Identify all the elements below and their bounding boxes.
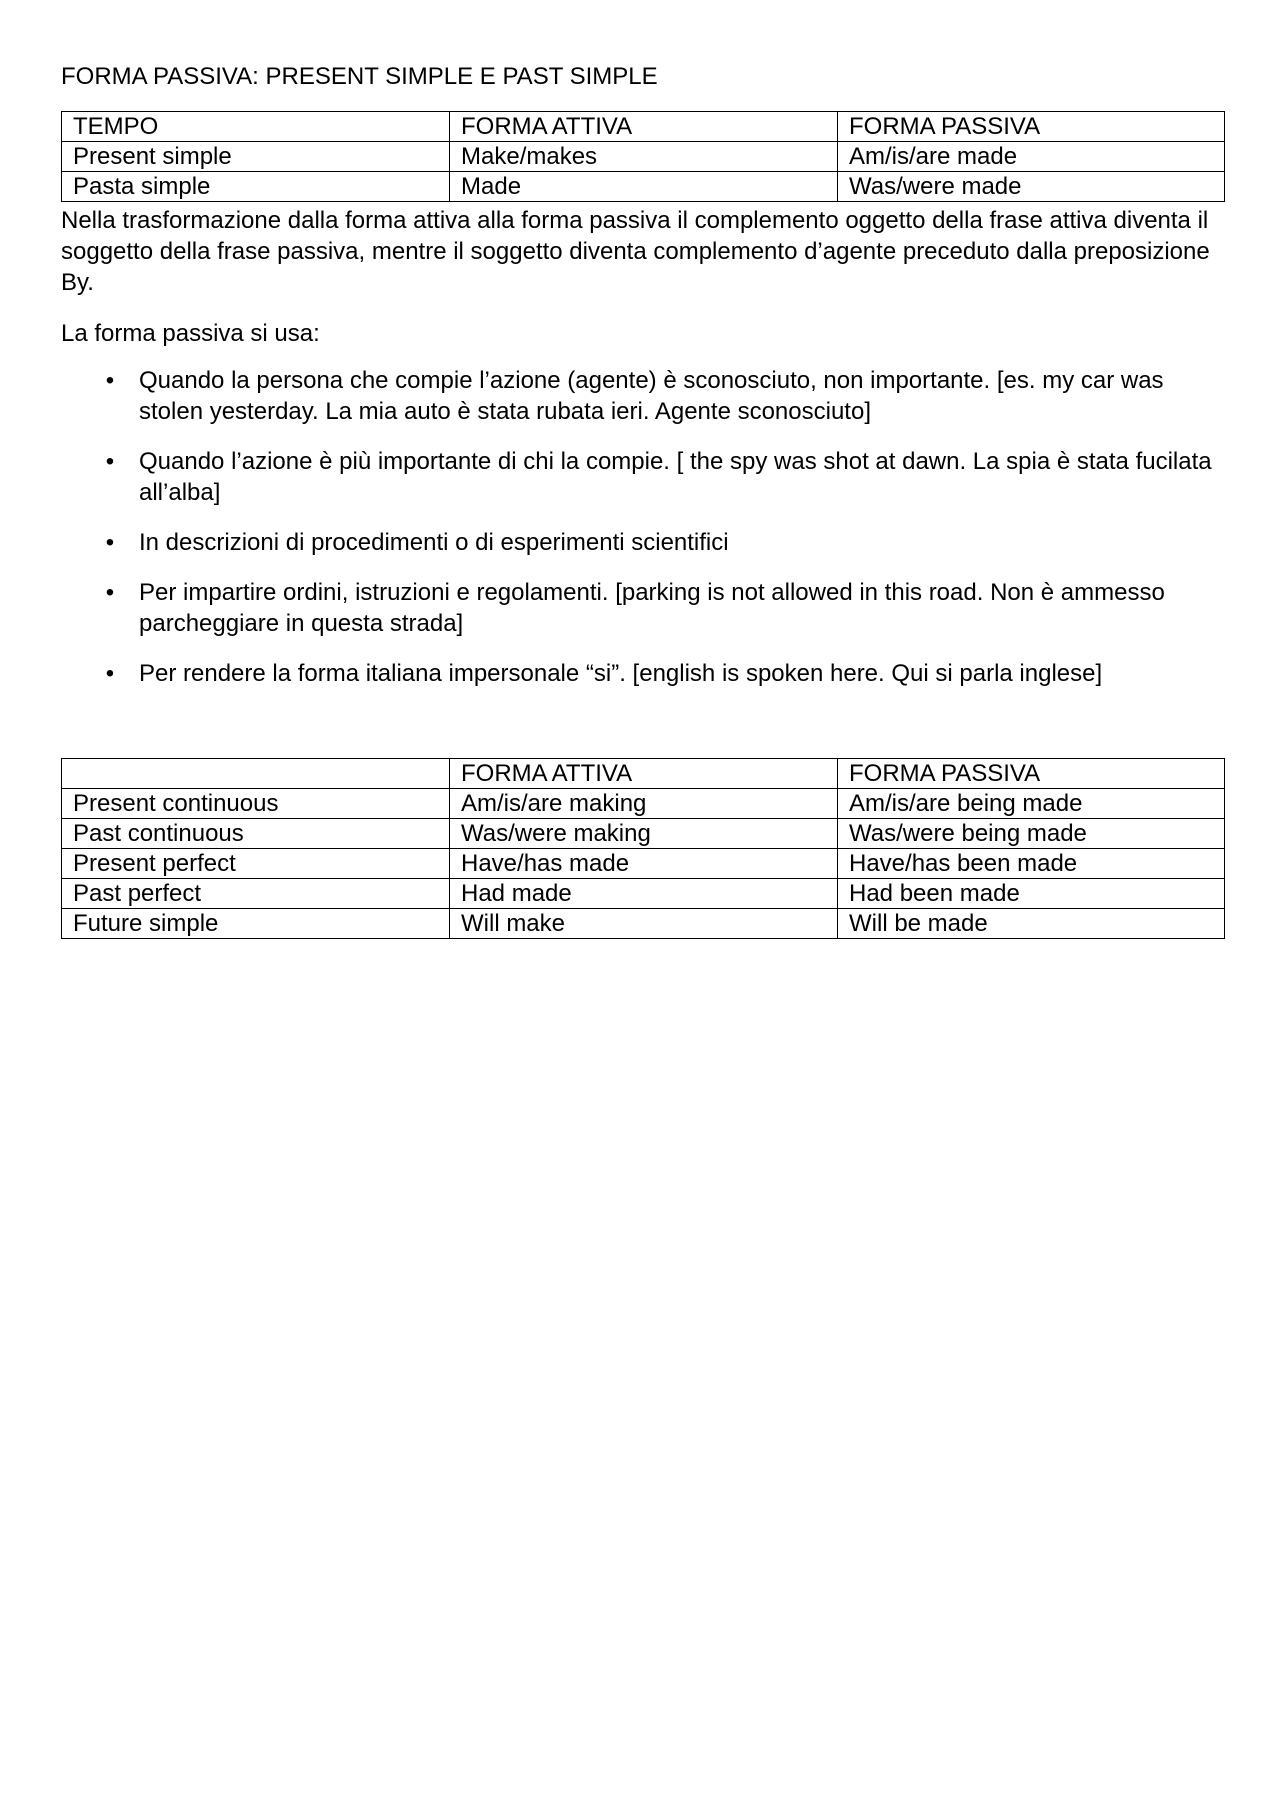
table-cell: Was/were made [838, 172, 1225, 202]
list-item [61, 365, 1231, 427]
usage-list [61, 365, 1231, 708]
header-cell: TEMPO [62, 112, 450, 142]
table-cell: Past continuous [62, 819, 450, 849]
list-item-text: Per rendere la forma italiana impersonale “si”. [english is spoken here. Qui si parla inglese] [139, 660, 1103, 687]
table-cell: Will make [450, 909, 838, 939]
table-cell: Present simple [62, 142, 450, 172]
table-row [62, 789, 1225, 819]
list-item-text: Quando la persona che compie l’azione (agente) è sconosciuto, non importante. [es. my car was stolen yesterday. La mia auto è stata rubata ieri. Agente sconosciuto] [139, 367, 1164, 425]
list-item-text: Per impartire ordini, istruzioni e regolamenti. [parking is not allowed in this road. Non è ammesso parcheggiare in questa strada] [139, 579, 1165, 637]
bullet-icon: • [105, 579, 115, 606]
table-cell: Made [450, 172, 838, 202]
table-cell: Make/makes [450, 142, 838, 172]
table-row [62, 909, 1225, 939]
table-cell: Am/is/are being made [838, 789, 1225, 819]
header-cell [62, 759, 450, 789]
table-cell: Pasta simple [62, 172, 450, 202]
table-row [62, 879, 1225, 909]
table-cell: Am/is/are making [450, 789, 838, 819]
table-cell: Present perfect [62, 849, 450, 879]
table-row [62, 172, 1225, 202]
table-header-row [62, 759, 1225, 789]
list-item [61, 527, 1231, 558]
table-row [62, 819, 1225, 849]
table-cell: Have/has been made [838, 849, 1225, 879]
table-cell: Future simple [62, 909, 450, 939]
table-cell: Will be made [838, 909, 1225, 939]
table-row [62, 849, 1225, 879]
table-cell: Have/has made [450, 849, 838, 879]
header-cell: FORMA PASSIVA [838, 112, 1225, 142]
list-item [61, 658, 1231, 689]
table-cell: Had made [450, 879, 838, 909]
table-row [62, 142, 1225, 172]
list-item-text: In descrizioni di procedimenti o di esperimenti scientifici [139, 529, 729, 556]
table-cell: Had been made [838, 879, 1225, 909]
tenses-table-simple [61, 111, 1225, 202]
list-item [61, 577, 1231, 639]
bullet-icon: • [105, 448, 115, 475]
table-cell: Was/were being made [838, 819, 1225, 849]
bullet-icon: • [105, 529, 115, 556]
tenses-table-other [61, 758, 1225, 939]
bullet-icon: • [105, 367, 115, 394]
header-cell: FORMA ATTIVA [450, 112, 838, 142]
header-cell: FORMA ATTIVA [450, 759, 838, 789]
table-cell: Present continuous [62, 789, 450, 819]
table-cell: Am/is/are made [838, 142, 1225, 172]
explanation-paragraph: Nella trasformazione dalla forma attiva alla forma passiva il complemento oggetto della frase attiva diventa il soggetto della frase passiva, mentre il soggetto diventa complemento d’agente preceduto dalla preposizione By. [61, 207, 1210, 296]
table-cell: Was/were making [450, 819, 838, 849]
page-title: FORMA PASSIVA: PRESENT SIMPLE E PAST SIMPLE [61, 63, 658, 90]
usage-intro: La forma passiva si usa: [61, 320, 320, 347]
bullet-icon: • [105, 660, 115, 687]
table-header-row [62, 112, 1225, 142]
list-item-text: Quando l’azione è più importante di chi la compie. [ the spy was shot at dawn. La spia è stata fucilata all’alba] [139, 448, 1212, 506]
header-cell: FORMA PASSIVA [838, 759, 1225, 789]
list-item [61, 446, 1231, 508]
table-cell: Past perfect [62, 879, 450, 909]
